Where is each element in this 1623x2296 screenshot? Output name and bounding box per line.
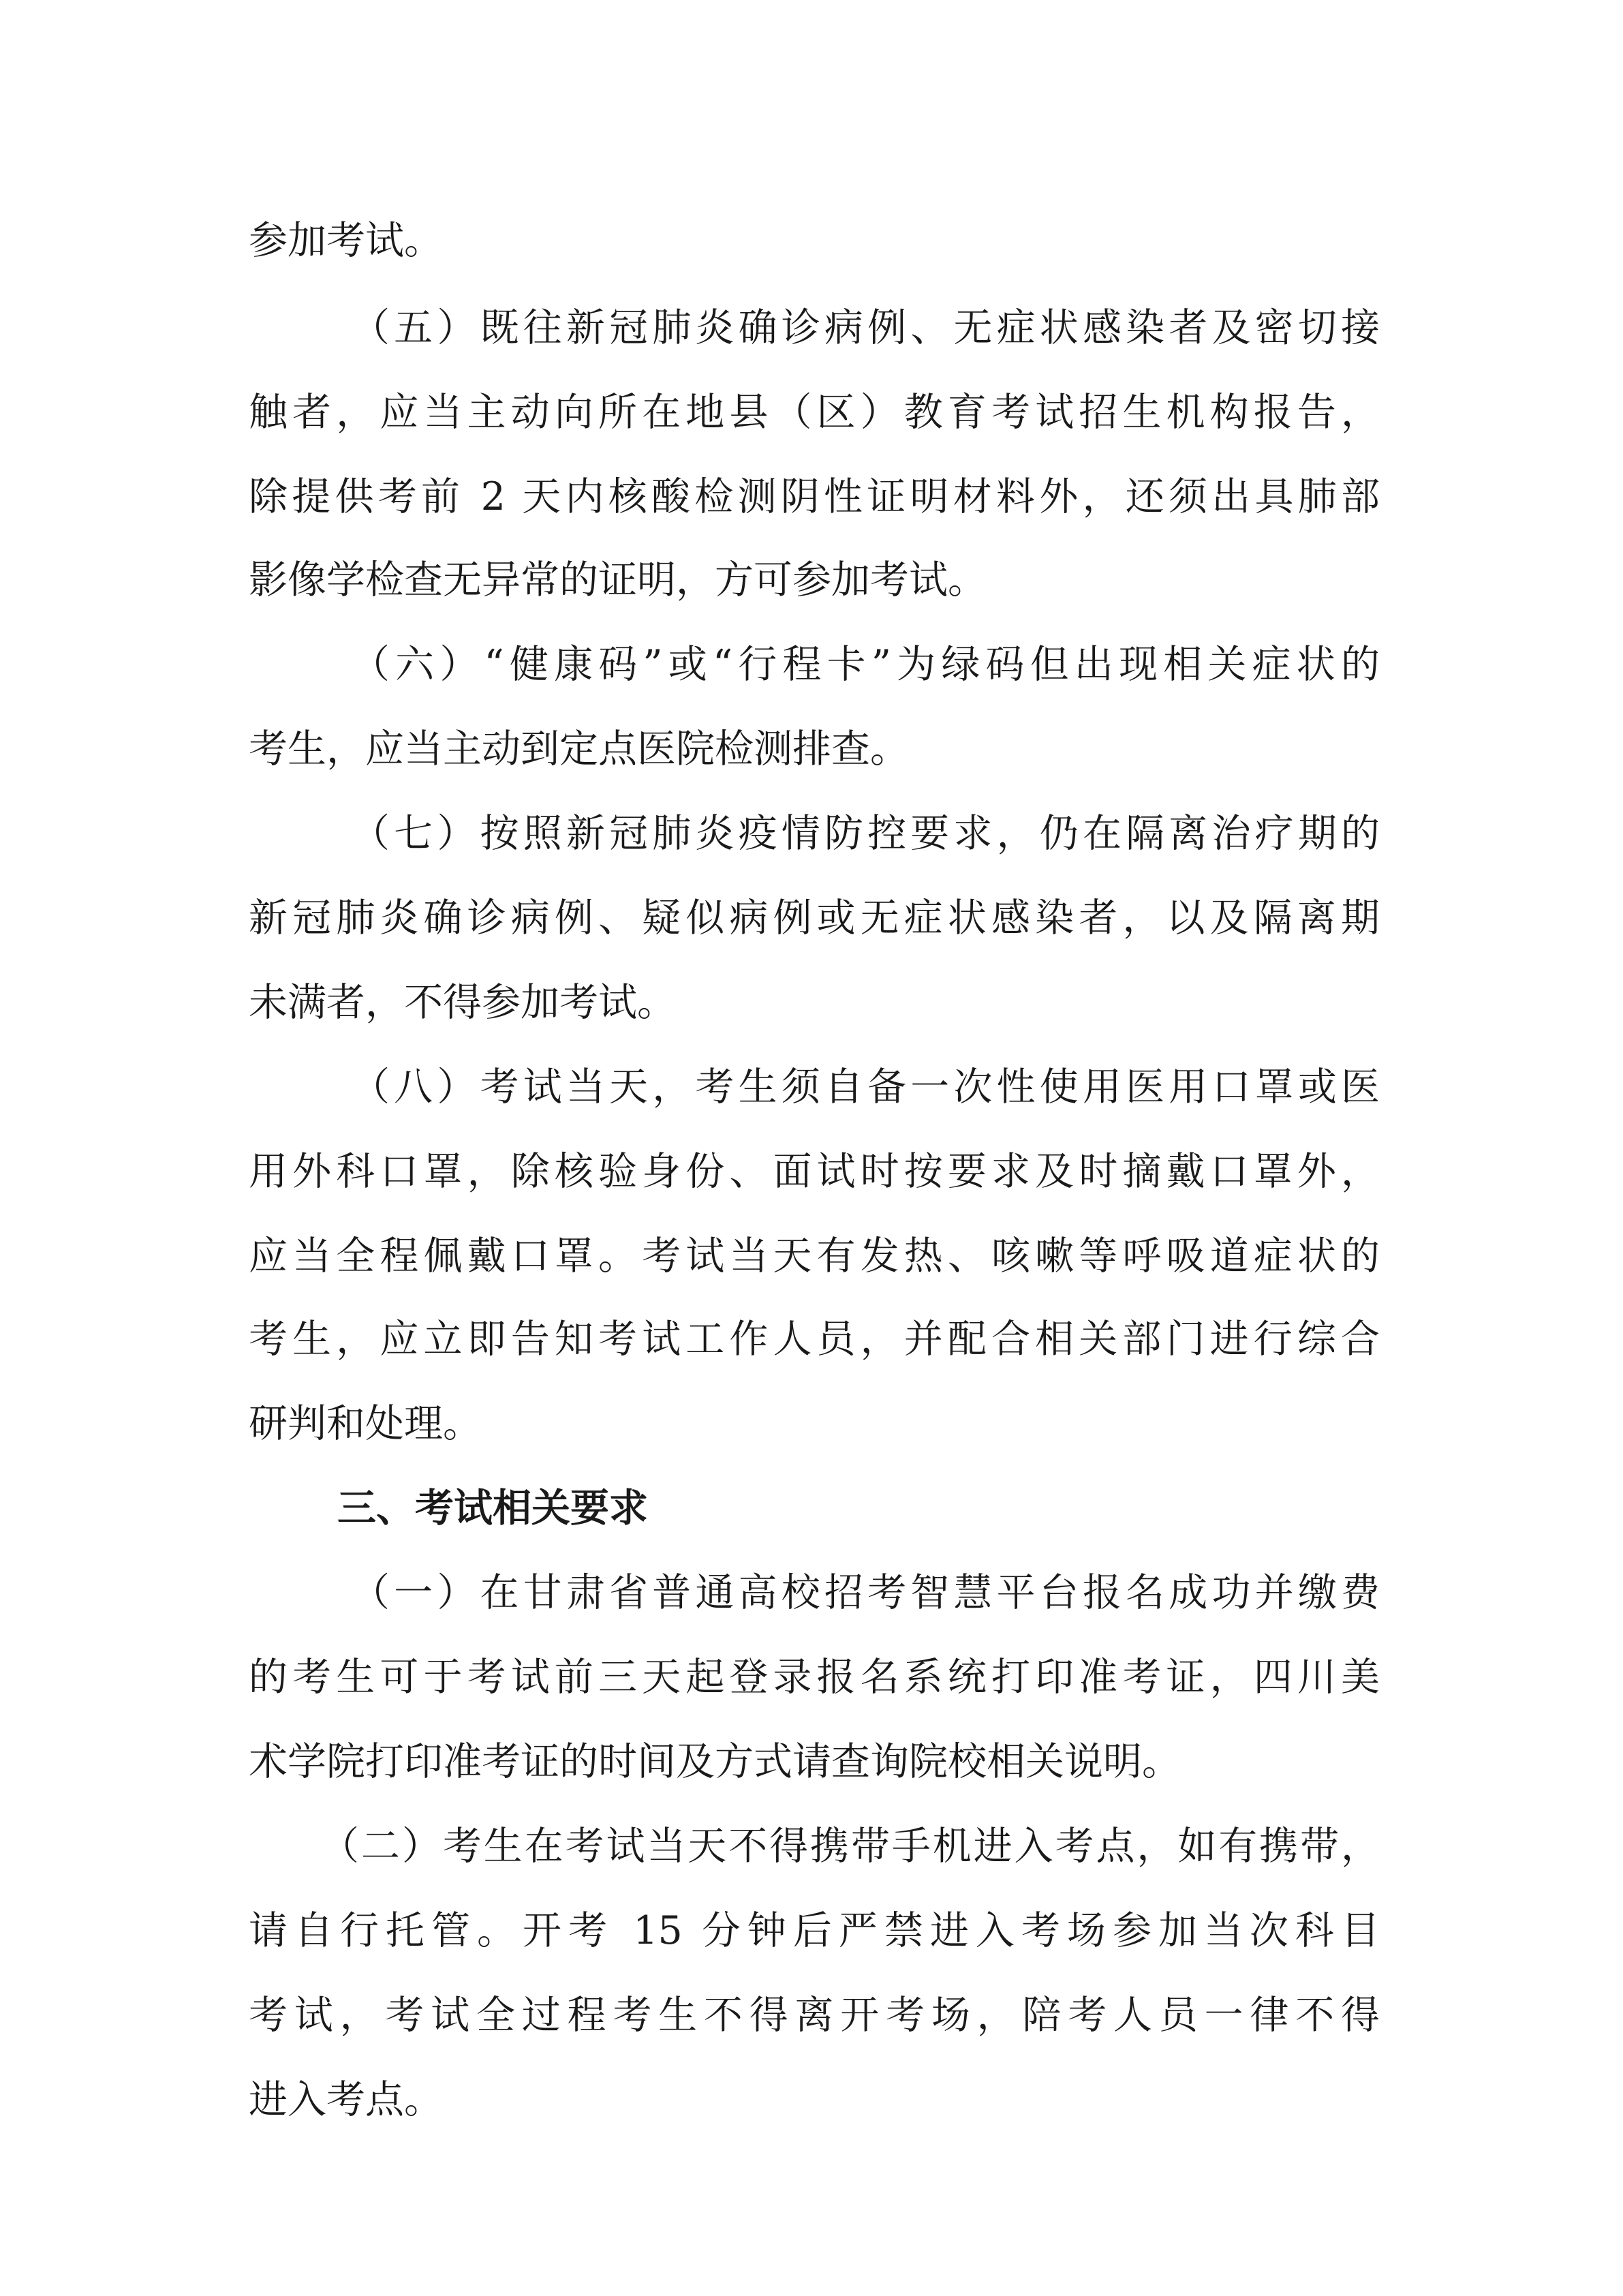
requirement-2-line-3: 考试，考试全过程考生不得离开考场，陪考人员一律不得	[249, 1993, 1380, 2038]
paragraph-7-line-1: （七）按照新冠肺炎疫情防控要求，仍在隔离治疗期的	[351, 811, 1380, 856]
paragraph-6-line-1: （六）“健康码”或“行程卡”为绿码但出现相关症状的	[351, 642, 1380, 687]
requirement-1-line-3: 术学院打印准考证的时间及方式请查询院校相关说明。	[249, 1739, 1181, 1784]
requirement-2-line-2: 请自行托管。开考 15 分钟后严禁进入考场参加当次科目	[249, 1908, 1380, 1953]
paragraph-5-line-2: 触者，应当主动向所在地县（区）教育考试招生机构报告，	[249, 390, 1380, 435]
paragraph-5-line-3: 除提供考前 2 天内核酸检测阴性证明材料外，还须出具肺部	[249, 474, 1380, 519]
paragraph-5-line-4: 影像学检查无异常的证明，方可参加考试。	[249, 557, 987, 602]
section-heading: 三、考试相关要求	[337, 1486, 648, 1531]
paragraph-6-line-2: 考生，应当主动到定点医院检测排查。	[249, 726, 909, 771]
paragraph-7-line-3: 未满者，不得参加考试。	[249, 980, 676, 1025]
paragraph-8-line-3: 应当全程佩戴口罩。考试当天有发热、咳嗽等呼吸道症状的	[249, 1234, 1380, 1279]
requirement-1-line-1: （一）在甘肃省普通高校招考智慧平台报名成功并缴费	[351, 1570, 1380, 1615]
body-text-line: 参加考试。	[249, 218, 443, 263]
requirement-2-line-1: （二）考生在考试当天不得携带手机进入考点，如有携带，	[320, 1824, 1380, 1869]
requirement-2-line-4: 进入考点。	[249, 2077, 443, 2122]
paragraph-8-line-1: （八）考试当天，考生须自备一次性使用医用口罩或医	[351, 1065, 1380, 1109]
paragraph-5-line-1: （五）既往新冠肺炎确诊病例、无症状感染者及密切接	[351, 305, 1380, 350]
requirement-1-line-2: 的考生可于考试前三天起登录报名系统打印准考证，四川美	[249, 1655, 1380, 1700]
paragraph-8-line-2: 用外科口罩，除核验身份、面试时按要求及时摘戴口罩外，	[249, 1149, 1380, 1194]
paragraph-7-line-2: 新冠肺炎确诊病例、疑似病例或无症状感染者，以及隔离期	[249, 896, 1380, 940]
paragraph-8-line-4: 考生，应立即告知考试工作人员，并配合相关部门进行综合	[249, 1317, 1380, 1362]
paragraph-8-line-5: 研判和处理。	[249, 1401, 482, 1446]
